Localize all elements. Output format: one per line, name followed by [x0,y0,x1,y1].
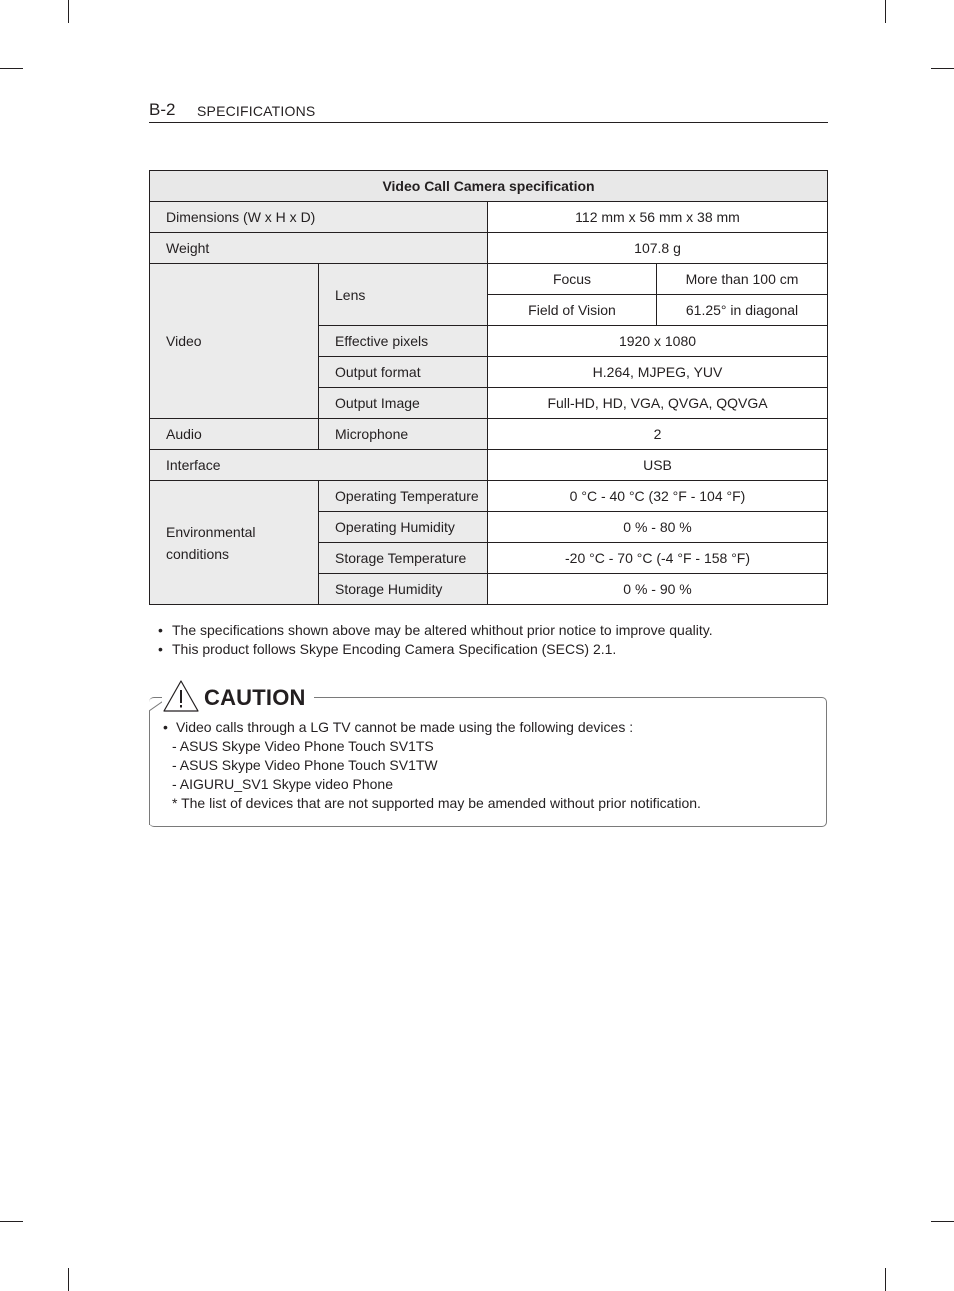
table-row [150,264,828,295]
row-value: H.264, MJPEG, YUV [488,357,828,388]
row-label: Storage Humidity [319,574,488,605]
table-row [150,202,828,233]
row-label: Effective pixels [319,326,488,357]
row-label: Lens [319,264,488,326]
row-label: Interface [150,450,488,481]
crop-mark [931,1221,954,1222]
row-value: -20 °C - 70 °C (-4 °F - 158 °F) [488,543,828,574]
row-value: 2 [488,419,828,450]
crop-mark [0,1221,23,1222]
row-value: Full-HD, HD, VGA, QVGA, QQVGA [488,388,828,419]
note-item: • This product follows Skype Encoding Camera Specification (SECS) 2.1. [158,640,713,659]
note-item: • The specifications shown above may be altered whithout prior notice to improve quality. [158,621,713,640]
row-label: Output Image [319,388,488,419]
row-value: 0 °C - 40 °C (32 °F - 104 °F) [488,481,828,512]
group-label: Audio [150,419,319,450]
row-value: 1920 x 1080 [488,326,828,357]
crop-mark [68,0,69,23]
row-label: Operating Temperature [319,481,488,512]
row-value: 107.8 g [488,233,828,264]
sub-label: Field of Vision [488,295,657,326]
row-label: Dimensions (W x H x D) [150,202,488,233]
group-label [150,481,319,605]
group-label-line: conditions [166,545,230,562]
table-row [150,233,828,264]
table-row [150,419,828,450]
crop-mark [0,68,23,69]
caution-box-edge [149,711,150,825]
row-label: Output format [319,357,488,388]
row-value: 112 mm x 56 mm x 38 mm [488,202,828,233]
row-label: Weight [150,233,488,264]
crop-mark [885,0,886,23]
caution-intro: • Video calls through a LG TV cannot be made using the following devices : [163,718,701,737]
device-item: - ASUS Skype Video Phone Touch SV1TW [172,757,438,773]
page-number: B-2 [149,100,176,119]
crop-mark [885,1268,886,1291]
row-value: 61.25° in diagonal [657,295,828,326]
notes-list [158,621,713,659]
device-item: - ASUS Skype Video Phone Touch SV1TS [172,738,434,754]
row-value: 0 % - 90 % [488,574,828,605]
row-label: Operating Humidity [319,512,488,543]
section-title: SPECIFICATIONS [197,103,316,119]
table-title: Video Call Camera specification [150,171,828,202]
crop-mark [68,1268,69,1291]
crop-mark [931,68,954,69]
group-label: Video [150,264,319,419]
caution-header [162,673,314,713]
device-item: - AIGURU_SV1 Skype video Phone [172,776,394,792]
caution-body [163,718,701,813]
caution-footnote: * The list of devices that are not supported may be amended without prior notification. [172,795,701,811]
table-row [150,481,828,512]
row-value: 0 % - 80 % [488,512,828,543]
row-label: Storage Temperature [319,543,488,574]
group-label-line: Environmental [166,523,256,540]
sub-label: Focus [488,264,657,295]
table-row [150,450,828,481]
row-value: USB [488,450,828,481]
spec-table [149,170,828,605]
row-value: More than 100 cm [657,264,828,295]
table-header-row [150,171,828,202]
caution-title: CAUTION [204,685,306,710]
page-header [149,99,828,123]
row-label: Microphone [319,419,488,450]
warning-triangle-icon [162,679,200,713]
